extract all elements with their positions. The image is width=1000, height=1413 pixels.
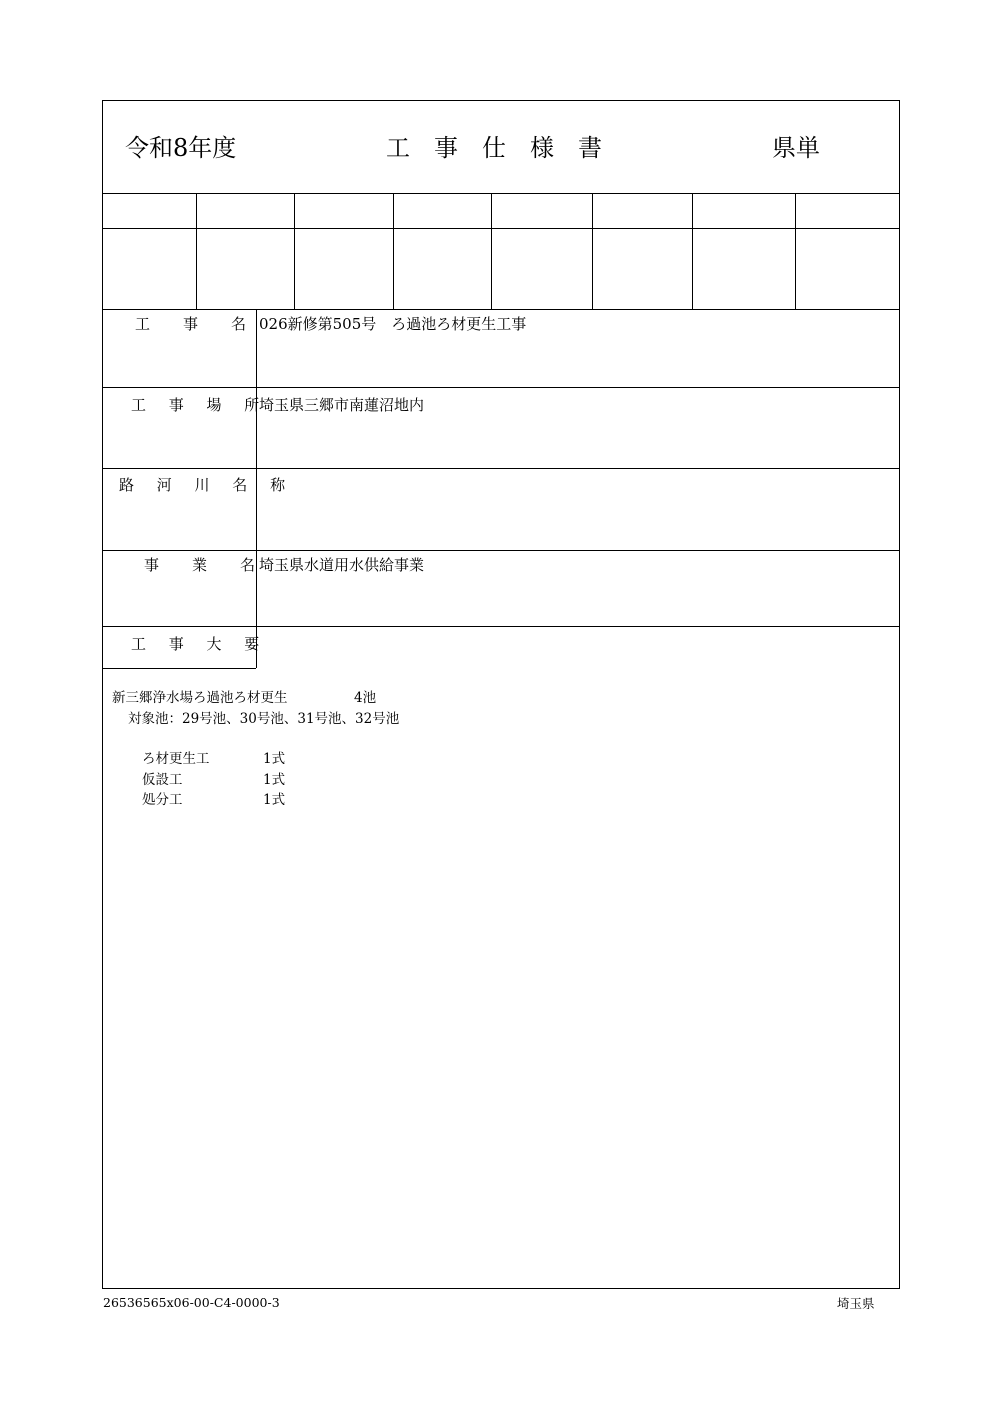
approval-cell-divider (393, 193, 394, 309)
label-business-name: 事 業 名 (144, 556, 265, 574)
approval-grid-bottom (102, 309, 900, 310)
approval-cell-divider (294, 193, 295, 309)
approval-cell-divider (592, 193, 593, 309)
label-project-location: 工 事 場 所 (131, 396, 269, 414)
outline-main-qty: 4池 (354, 690, 377, 706)
fiscal-year: 令和8年度 (125, 134, 237, 162)
work-item-name: 仮設工 (142, 772, 183, 788)
work-item-qty: 1式 (263, 792, 286, 808)
approval-cell-divider (692, 193, 693, 309)
approval-cell-divider (795, 193, 796, 309)
outline-target-ponds: 対象池：29号池、30号池、31号池、32号池 (128, 711, 400, 727)
work-item-qty: 1式 (263, 772, 286, 788)
approval-cell-divider (491, 193, 492, 309)
label-project-outline: 工 事 大 要 (131, 635, 269, 653)
budget-type: 県単 (772, 134, 820, 162)
value-project-name: 026新修第505号 ろ過池ろ材更生工事 (259, 315, 527, 333)
document-code: 26536565x06-00-C4-0000-3 (103, 1295, 280, 1310)
label-road-river-name: 路 河 川 名 称 (119, 476, 295, 494)
value-project-location: 埼玉県三郷市南蓮沼地内 (259, 396, 425, 414)
work-item-name: ろ材更生工 (142, 751, 210, 767)
outline-label-bottom (102, 668, 256, 669)
label-project-name: 工 事 名 (135, 315, 256, 333)
approval-grid-divider (102, 228, 900, 229)
outline-main-item: 新三郷浄水場ろ過池ろ材更生 (112, 690, 288, 706)
work-item-name: 処分工 (142, 792, 183, 808)
field-row-divider (102, 550, 900, 551)
value-business-name: 埼玉県水道用水供給事業 (259, 556, 425, 574)
approval-cell-divider (196, 193, 197, 309)
header-divider (102, 193, 900, 194)
issuer-name: 埼玉県 (837, 1296, 875, 1311)
field-row-divider (102, 387, 900, 388)
field-row-divider (102, 468, 900, 469)
field-row-divider (102, 626, 900, 627)
document-title: 工 事 仕 様 書 (386, 134, 602, 162)
work-item-qty: 1式 (263, 751, 286, 767)
